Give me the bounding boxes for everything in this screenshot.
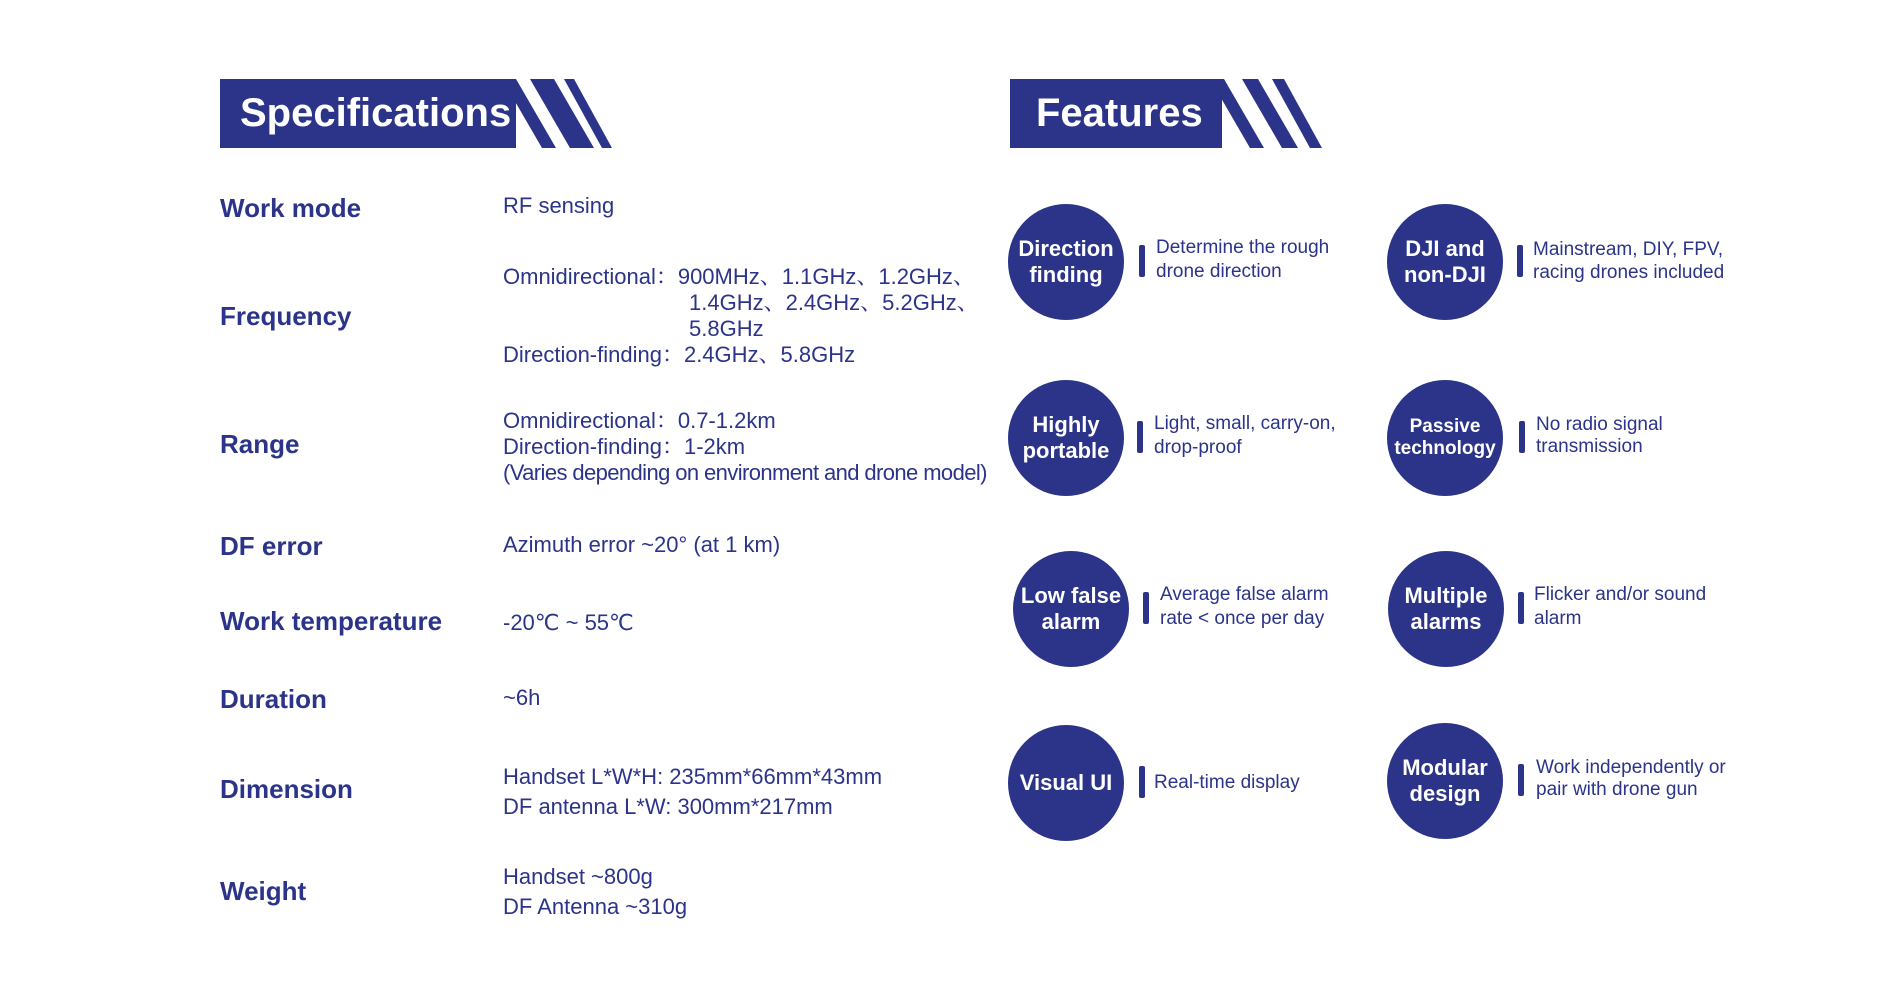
feature-desc-line: Work independently or — [1536, 757, 1726, 778]
feature-modular-design-badge: Modular design — [1387, 723, 1503, 839]
feature-desc-line: transmission — [1536, 436, 1643, 457]
spec-label-frequency: Frequency — [220, 301, 352, 331]
feature-visual-ui-desc — [1154, 771, 1300, 795]
feature-marker — [1143, 592, 1149, 624]
spec-value-line: Azimuth error ~20° (at 1 km) — [503, 532, 781, 557]
feature-desc-line: Average false alarm — [1160, 584, 1329, 605]
spec-value-duration — [503, 685, 540, 711]
feature-desc-line: drop-proof — [1154, 437, 1242, 458]
spec-value-frequency — [503, 264, 979, 368]
spec-label-work-temperature: Work temperature — [220, 606, 443, 636]
feature-desc-line: Real-time display — [1154, 772, 1300, 793]
specifications-banner — [220, 79, 612, 148]
spec-value-line: Handset ~800g — [503, 864, 653, 889]
feature-marker — [1519, 421, 1525, 453]
spec-value-df-error — [503, 532, 780, 558]
feature-marker — [1139, 245, 1145, 277]
feature-desc-line: Mainstream, DIY, FPV, — [1533, 239, 1724, 260]
spec-value-line: Omnidirectional：0.7-1.2km — [503, 408, 776, 433]
spec-label-duration: Duration — [220, 684, 327, 714]
feature-modular-design-desc — [1536, 757, 1726, 801]
spec-value-line: (Varies depending on environment and drone model) — [503, 460, 987, 485]
spec-value-line: Direction-finding：2.4GHz、5.8GHz — [503, 342, 856, 367]
banner-stripes-decoration — [1210, 79, 1322, 148]
feature-desc-line: Light, small, carry-on, — [1154, 413, 1336, 434]
spec-label-dimension: Dimension — [220, 774, 353, 804]
feature-direction-finding-badge: Direction finding — [1008, 204, 1124, 320]
spec-value-work-mode — [503, 193, 614, 219]
feature-marker — [1518, 592, 1524, 624]
spec-value-line: -20℃ ~ 55℃ — [503, 610, 634, 635]
spec-value-line: 5.8GHz — [689, 316, 764, 341]
specifications-heading: Specifications — [220, 79, 516, 148]
feature-low-false-alarm-desc — [1160, 583, 1329, 631]
feature-dji-desc — [1533, 238, 1724, 284]
features-banner — [1010, 79, 1320, 148]
feature-low-false-alarm-badge: Low false alarm — [1013, 551, 1129, 667]
spec-value-line: Handset L*W*H: 235mm*66mm*43mm — [503, 764, 883, 789]
feature-passive-technology-badge: Passive technology — [1387, 380, 1503, 496]
feature-desc-line: drone direction — [1156, 261, 1282, 282]
spec-value-line: ~6h — [503, 685, 541, 710]
spec-label-df-error: DF error — [220, 531, 323, 561]
spec-value-dimension — [503, 762, 882, 822]
feature-desc-line: Flicker and/or sound — [1534, 584, 1707, 605]
feature-marker — [1518, 764, 1524, 796]
spec-value-line: Direction-finding：1-2km — [503, 434, 746, 459]
spec-value-range — [503, 408, 987, 486]
spec-value-line: RF sensing — [503, 193, 615, 218]
spec-value-weight — [503, 862, 687, 922]
feature-desc-line: No radio signal — [1536, 414, 1663, 435]
spec-value-work-temperature — [503, 610, 634, 636]
feature-multiple-alarms-badge: Multiple alarms — [1388, 551, 1504, 667]
feature-marker — [1137, 421, 1143, 453]
feature-desc-line: alarm — [1534, 608, 1582, 629]
feature-marker — [1517, 245, 1523, 277]
feature-highly-portable-desc — [1154, 412, 1336, 460]
spec-label-work-mode: Work mode — [220, 193, 362, 223]
spec-value-line: DF antenna L*W: 300mm*217mm — [503, 794, 833, 819]
spec-label-weight: Weight — [220, 876, 307, 906]
spec-value-line: DF Antenna ~310g — [503, 894, 688, 919]
features-heading: Features — [1010, 79, 1222, 148]
feature-dji-badge: DJI and non-DJI — [1387, 204, 1503, 320]
feature-desc-line: rate < once per day — [1160, 608, 1325, 629]
feature-direction-finding-desc — [1156, 236, 1329, 284]
feature-desc-line: Determine the rough — [1156, 237, 1330, 258]
spec-value-line: 1.4GHz、2.4GHz、5.2GHz、 — [689, 290, 979, 315]
feature-passive-technology-desc — [1536, 414, 1663, 458]
spec-value-line: Omnidirectional：900MHz、1.1GHz、1.2GHz、 — [503, 264, 975, 289]
feature-marker — [1139, 766, 1145, 798]
feature-multiple-alarms-desc — [1534, 583, 1706, 631]
feature-desc-line: racing drones included — [1533, 262, 1725, 283]
feature-desc-line: pair with drone gun — [1536, 779, 1698, 800]
feature-highly-portable-badge: Highly portable — [1008, 380, 1124, 496]
banner-stripes-decoration — [502, 79, 612, 148]
feature-visual-ui-badge: Visual UI — [1008, 725, 1124, 841]
spec-label-range: Range — [220, 429, 300, 459]
